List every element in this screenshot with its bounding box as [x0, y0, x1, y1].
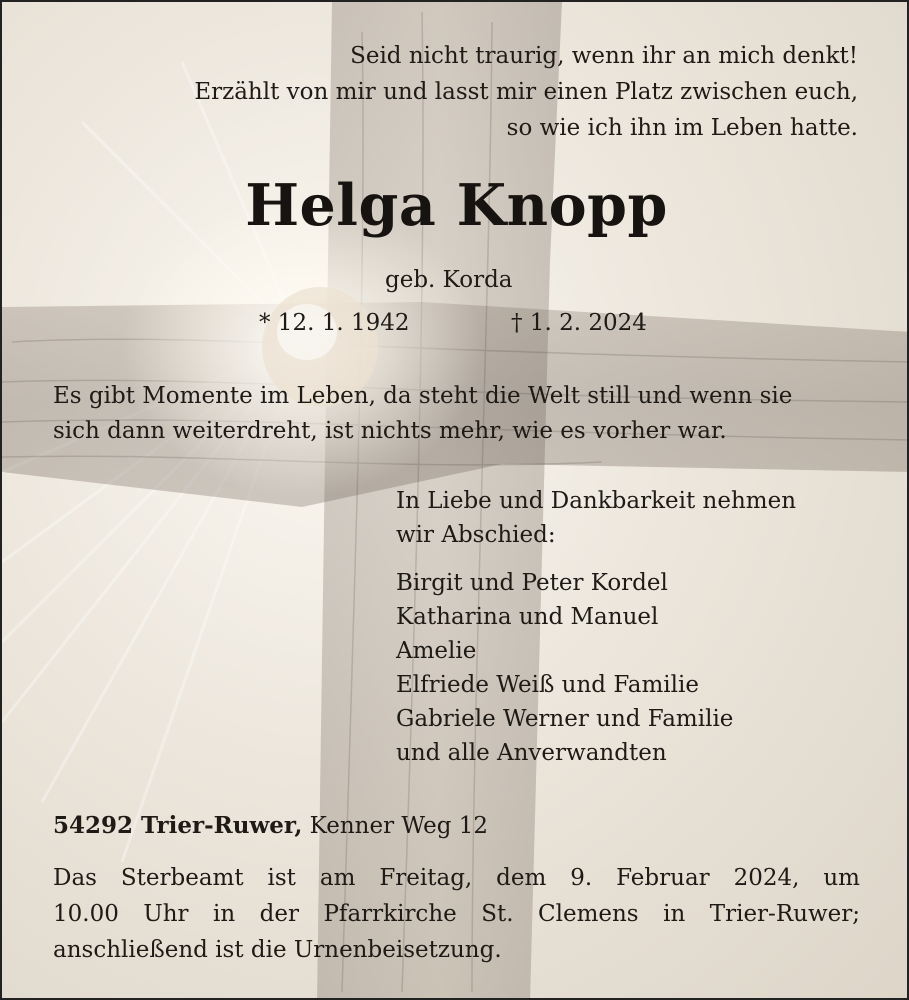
mourner-item: Katharina und Manuel [396, 604, 659, 630]
farewell-line: In Liebe und Dankbarkeit nehmen [396, 488, 797, 514]
farewell-line: wir Abschied: [396, 522, 556, 548]
memorial-saying [53, 379, 792, 449]
death-date: † 1. 2. 2024 [511, 310, 647, 336]
deceased-name: Helga Knopp [245, 172, 668, 239]
mourner-item: Amelie [396, 638, 477, 664]
quote-line: Seid nicht traurig, wenn ihr an mich denkt! [350, 43, 858, 69]
birth-date: * 12. 1. 1942 [259, 310, 410, 336]
saying-line: Es gibt Momente im Leben, da steht die Welt still und wenn sie [53, 383, 793, 409]
birth-name: geb. Korda [385, 267, 513, 293]
funeral-service-info [53, 860, 860, 968]
quote-line: so wie ich ihn im Leben hatte. [506, 115, 858, 141]
family-address [53, 808, 488, 844]
mourner-item: Gabriele Werner und Familie [396, 706, 734, 732]
saying-line: sich dann weiterdreht, ist nichts mehr, wie es vorher war. [53, 418, 727, 444]
quote-line: Erzählt von mir und lasst mir einen Platz zwischen euch, [194, 79, 858, 105]
mourner-item: Birgit und Peter Kordel [396, 570, 668, 596]
farewell-statement [396, 484, 796, 552]
service-line: anschließend ist die Urnenbeisetzung. [53, 937, 502, 963]
service-line: Das Sterbeamt ist am Freitag, dem 9. Februar 2024, um [53, 865, 860, 891]
mourner-item: Elfriede Weiß und Familie [396, 672, 699, 698]
address-street: Kenner Weg 12 [309, 813, 489, 839]
address-city: 54292 Trier-Ruwer, [53, 812, 303, 839]
mourners-list [396, 566, 733, 770]
opening-quote [194, 38, 858, 146]
service-line: 10.00 Uhr in der Pfarrkirche St. Clemens in Trier-Ruwer; [53, 901, 860, 927]
mourner-item: und alle Anverwandten [396, 740, 667, 766]
